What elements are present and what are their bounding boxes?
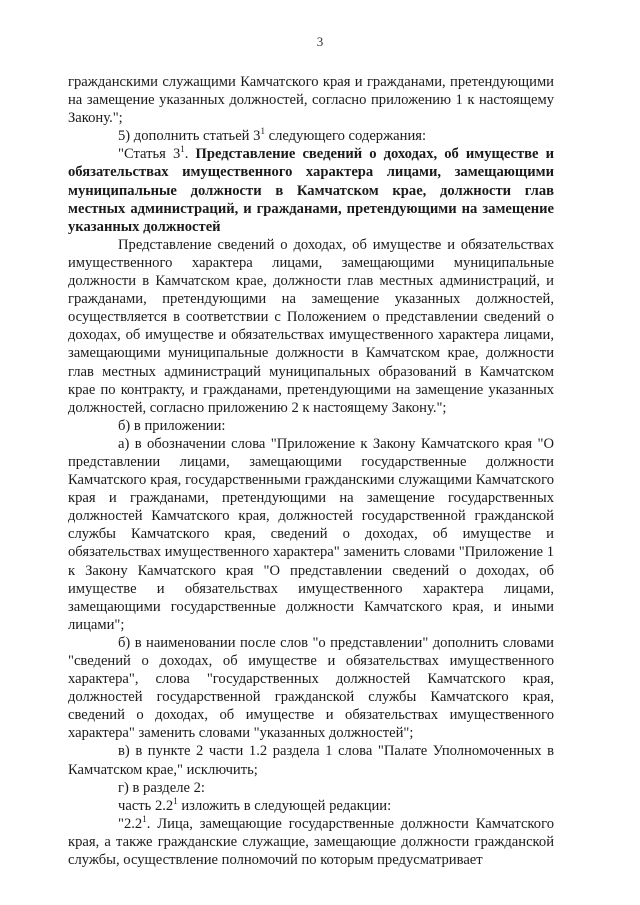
document-body [68, 73, 554, 869]
superscript-marker: 1 [142, 813, 147, 824]
superscript-marker: 1 [173, 795, 178, 806]
page-number: 3 [316, 34, 324, 49]
article-heading-title: Представление сведений о доходах, об имуществе и обязательствах имущественного характера лицами, замещающими муниципальные должности в Камчатском крае, должности глав местных администраций, и гражданами, претендующими на замещение указанных должностей [68, 146, 554, 235]
article-heading [68, 145, 554, 235]
paragraph-subitem-a: а) в обозначении слова "Приложение к Закону Камчатского края "О представлении лицами, замещающими государственные должности Камчатского края, государственными гражданскими служащими Камчатского края и гражданами, претендующими на замещение государственных должностей Камчатского края, должностей государственной гражданской службы Камчатского края, сведений о доходах, об имуществе и обязательствах имущественного характера" заменить словами "Приложение 1 к Закону Камчатского края "О представлении сведений о доходах, об имуществе и обязательствах имущественного характера лицами, замещающими государственные должности Камчатского края, и иными лицами"; [68, 435, 554, 633]
article-heading-prefix: "Статья $3^1$. [118, 144, 196, 163]
paragraph-item-5: 5) дополнить статьей $3^1$ следующего содержания: [118, 126, 427, 145]
paragraph-article-body: Представление сведений о доходах, об имуществе и обязательствах имущественного характера лицами, замещающими муниципальные должности в Камчатском крае, должности глав местных администраций, и гражданами, претендующими на замещение указанных должностей, осуществляется в соответствии с Положением о представлении сведений о доходах, об имуществе и обязательствах имущественного характера лицами, замещающими муниципальные должности в Камчатском крае, должности глав местных администраций муниципальных образований в Камчатском крае по контракту, и гражданами, претендующими на замещение указанных должностей, согласно приложению 2 к настоящему Закону."; [68, 236, 554, 416]
paragraph-subitem-v: в) в пункте 2 части 1.2 раздела 1 слова "Палате Уполномоченных в Камчатском крае," исключить; [68, 743, 554, 778]
paragraph-continuation: гражданскими служащими Камчатского края и гражданами, претендующими на замещение указанных должностей, согласно приложению 1 к настоящему Закону."; [68, 74, 554, 127]
paragraph-subitem-b: б) в наименовании после слов "о представлении" дополнить словами "сведений о доходах, об имуществе и обязательствах имущественного характера", слова "государственных должностей Камчатского края, должностей государственной гражданской службы Камчатского края, сведений о доходах, об имуществе и обязательствах имущественного характера" заменить словами "указанных должностей"; [68, 634, 554, 742]
paragraph-new-text-2-2-1: "$2.2^1$. Лица, замещающие государственные должности Камчатского края, а также гражданские служащие, замещающие должности гражданской службы, осуществление полномочий по которым предусматривает [68, 813, 554, 869]
paragraph-item-b: б) в приложении: [118, 417, 226, 434]
paragraph-subitem-g: г) в разделе 2: [118, 779, 205, 796]
paragraph-part-2-2-1: часть $2.2^1$ изложить в следующей редакции: [118, 795, 392, 814]
superscript-marker: 1 [260, 126, 265, 137]
superscript-marker: 1 [180, 144, 185, 155]
